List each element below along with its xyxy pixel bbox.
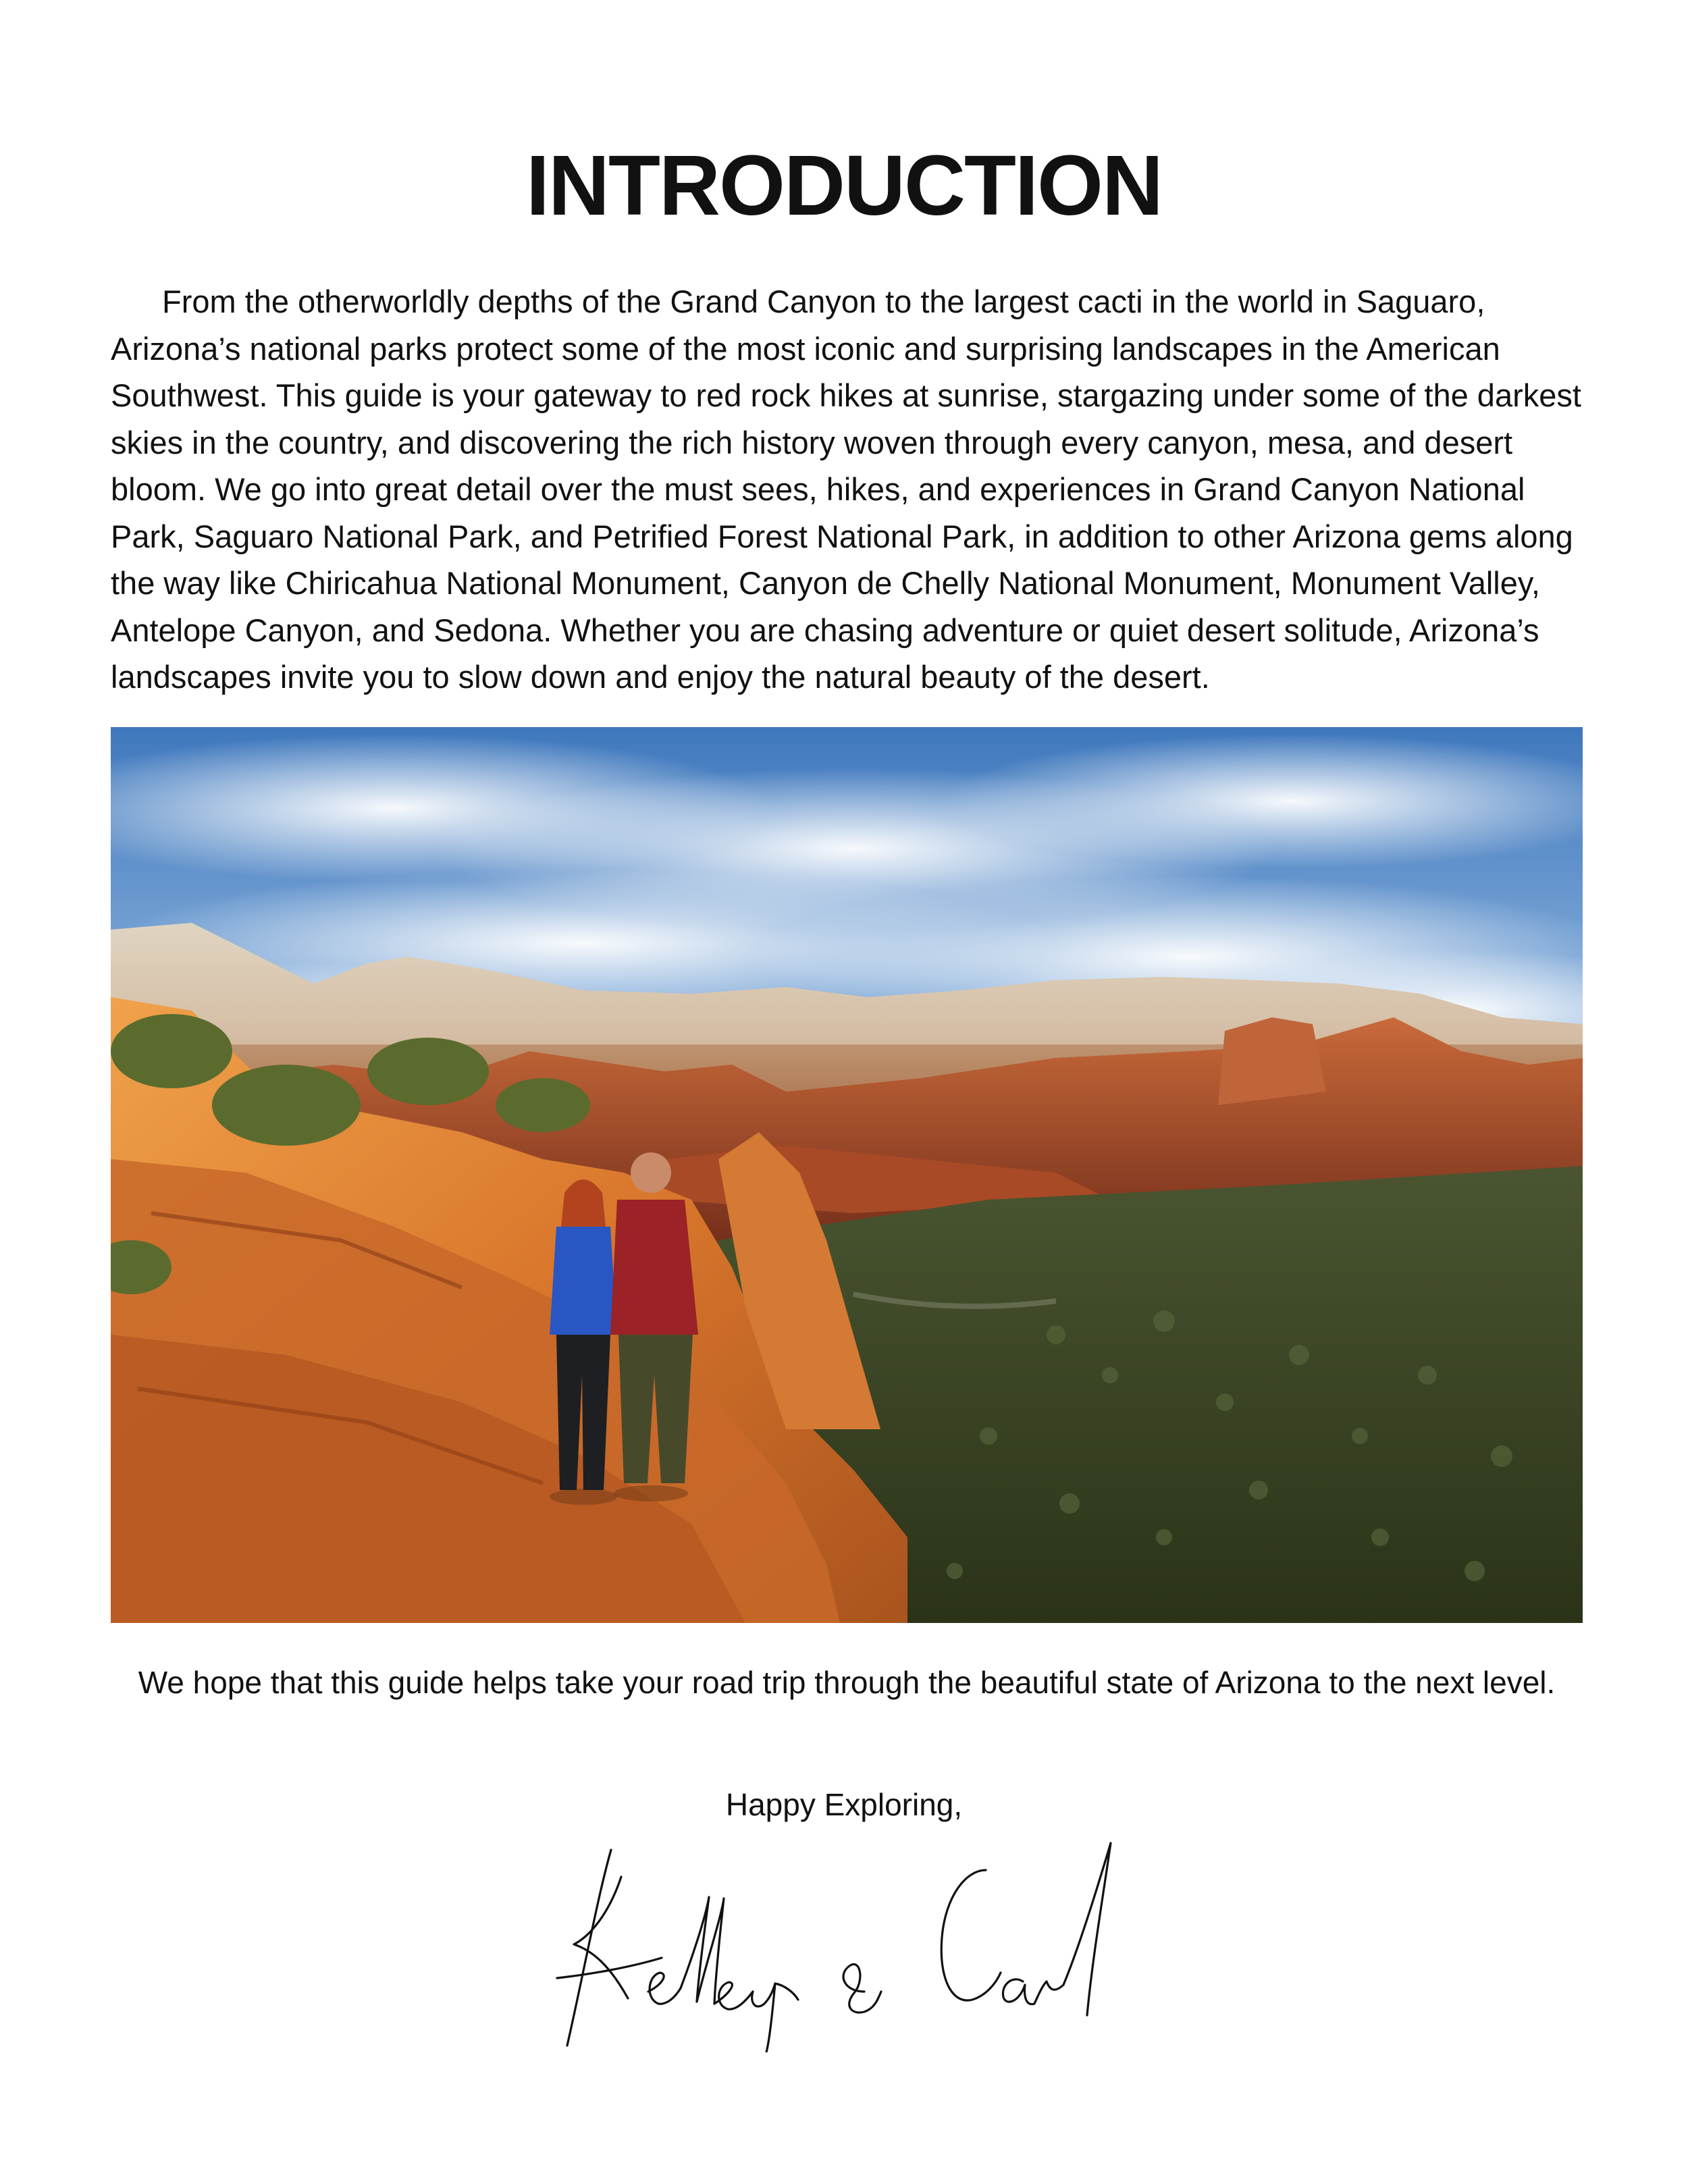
- signoff-text: Happy Exploring,: [725, 1787, 963, 1822]
- hikers-figures: [550, 1152, 698, 1505]
- closing-paragraph: We hope that this guide helps take your road trip through the beautiful state of Arizona to the next level.: [138, 1665, 1556, 1700]
- signature-drawing: [547, 1823, 1182, 2052]
- landscape-photo: [111, 727, 1583, 1623]
- page-title: INTRODUCTION: [526, 138, 1162, 233]
- landscape-photo-illustration: [111, 727, 1583, 1623]
- handwritten-signature: [547, 1823, 1182, 2052]
- intro-paragraph: From the otherworldly depths of the Grand Canyon to the largest cacti in the world in Saguaro, Arizona’s national parks protect some of the most iconic and surprising landscapes in the American Southwest. This guide is your gateway to red rock hikes at sunrise, stargazing under some of the darkest skies in the country, and discovering the rich history woven through every canyon, mesa, and desert bloom. We go into great detail over the must sees, hikes, and experiences in Grand Canyon National Park, Saguaro National Park, and Petrified Forest National Park, in addition to other Arizona gems along the way like Chiricahua National Monument, Canyon de Chelly National Monument, Monument Valley, Antelope Canyon, and Sedona. Whether you are chasing adventure or quiet desert solitude, Arizona’s landscapes invite you to slow down and enjoy the natural beauty of the desert.: [111, 284, 1581, 695]
